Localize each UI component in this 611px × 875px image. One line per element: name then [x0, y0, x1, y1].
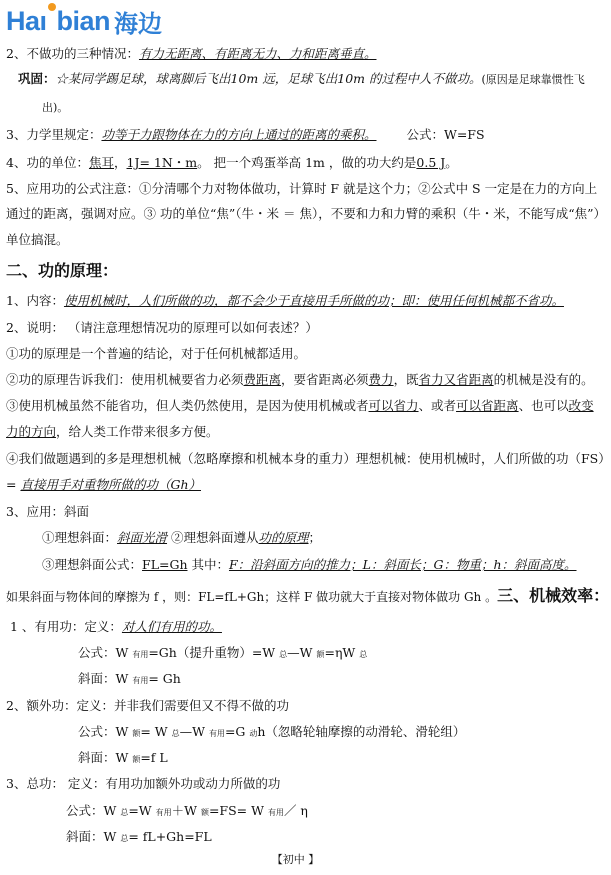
text: h（忽略轮轴摩擦的动滑轮、滑轮组）	[257, 724, 466, 739]
subscript: 有用	[267, 808, 284, 817]
subscript: 额	[132, 729, 141, 738]
text: =	[6, 477, 21, 492]
text: ①功的原理是一个普遍的结论，对于任何机械都适用。	[6, 346, 307, 361]
subscript: 总	[171, 729, 180, 738]
text: ，要省距离必须	[281, 372, 369, 387]
label-consolidate: 巩固：	[18, 71, 56, 86]
underlined-answer: F：沿斜面方向的推力；L：斜面长；G：物重；h：斜面高度。	[228, 557, 577, 572]
text: =W	[128, 803, 156, 818]
subscript: 有用	[132, 650, 149, 659]
text: ④我们做题遇到的多是理想机械（忽略摩擦和机械本身的重力）理想机械：使用机械时，人们所做的功（FS）	[6, 451, 611, 466]
underlined-answer: 费力	[368, 372, 394, 387]
text: 公式：W	[78, 724, 133, 739]
text: ／ η	[283, 803, 308, 818]
page-footer	[0, 851, 591, 867]
text: 。 把一个鸡蛋举高 1m ，做的功大约是	[197, 155, 417, 170]
text: —W	[287, 645, 317, 660]
text: ＋W	[171, 803, 201, 818]
footer-text: 【初中 】	[271, 853, 320, 866]
text: 公式：W	[66, 803, 121, 818]
haibian-logo	[6, 4, 162, 38]
underlined-answer: 改变	[568, 398, 594, 413]
text: 2、说明： （请注意理想情况功的原理可以如何表述？）	[6, 320, 318, 335]
text: ，给人类工作带来很多方便。	[56, 424, 219, 439]
text: 斜面：W	[78, 671, 133, 686]
line-28	[6, 776, 280, 791]
text: =FS= W	[208, 803, 268, 818]
text: 3、总功： 定义：有用功加额外功或动力所做的功	[6, 776, 281, 791]
line-8	[6, 232, 69, 247]
line-11	[6, 320, 318, 335]
text: 公式：W=FS	[406, 127, 485, 142]
underlined-answer: 力的方向	[6, 424, 57, 439]
text: ③使用机械虽然不能省功，但人类仍然使用，是因为使用机械或者	[6, 398, 369, 413]
underlined-answer: 可以省距离	[456, 398, 519, 413]
line-4	[6, 127, 485, 142]
text: (原因是足球靠惯性飞	[481, 73, 585, 86]
logo-chinese: 海边	[114, 9, 163, 38]
line-13	[6, 372, 594, 387]
logo-orange-dot	[48, 3, 56, 11]
logo-i: ı	[39, 5, 47, 36]
text: 5、应用功的公式注意：①分清哪个力对物体做功，计算时 F 就是这个力；②公式中 S 一定是在力的方向上	[6, 181, 598, 196]
subscript: 有用	[132, 676, 149, 685]
subscript: 额	[200, 808, 209, 817]
text: = Gh	[148, 671, 181, 686]
text: 1 、有用功：定义：	[10, 619, 122, 634]
text: 公式：W	[78, 645, 133, 660]
line-21	[6, 587, 609, 606]
text: 4、功的单位：	[6, 155, 89, 170]
logo-latin-start: Ha	[6, 5, 40, 36]
text: 的机械是没有的。	[493, 372, 594, 387]
text: 其中：	[187, 557, 229, 572]
text: ①理想斜面：	[42, 530, 118, 545]
text: —W	[179, 724, 209, 739]
logo-latin-end: bian	[56, 5, 111, 36]
text: ②功的原理告诉我们：使用机械要省力必须	[6, 372, 244, 387]
underlined-answer: 对人们有用的功。	[121, 619, 222, 634]
line-27	[78, 750, 168, 767]
text: ，既	[393, 372, 419, 387]
line-26	[78, 724, 465, 741]
line-1	[6, 46, 376, 61]
section-heading-2	[6, 261, 118, 281]
line-29	[66, 803, 308, 820]
line-15	[6, 424, 219, 439]
text: ②理想斜面遵从	[167, 530, 259, 545]
line-24	[78, 671, 181, 688]
text: =G	[224, 724, 250, 739]
text: ③理想斜面公式：	[42, 557, 143, 572]
line-22	[10, 619, 222, 634]
text: 出)。	[42, 101, 69, 114]
text: 3、应用：斜面	[6, 504, 89, 519]
subscript: 总	[279, 650, 288, 659]
subscript: 有用	[208, 729, 225, 738]
line-3	[42, 99, 68, 115]
text: 单位搞混。	[6, 232, 69, 247]
line-30	[66, 829, 212, 846]
text: 。	[445, 155, 458, 170]
text: 通过的距离，强调对应。③ 功的单位“焦”（牛・米 ＝ 焦），不要和力和力臂的乘积（牛・米，不能写成“焦”）	[6, 206, 606, 221]
line-25	[6, 698, 289, 713]
underlined-answer: 功等于力跟物体在力的方向上通过的距离的乘积。	[101, 127, 377, 142]
underlined-answer: 焦耳	[88, 155, 114, 170]
line-10	[6, 293, 564, 308]
line-6	[6, 181, 597, 196]
underlined-answer: 功的原理	[258, 530, 309, 545]
subscript: 动	[249, 729, 258, 738]
subscript: 总	[120, 808, 129, 817]
text: 、也可以	[518, 398, 569, 413]
underlined-answer: 有力无距离、有距离无力、力和距离垂直。	[138, 46, 377, 61]
text: =Gh（提升重物）=W	[148, 645, 280, 660]
section-heading-3: 三、机械效率：	[497, 586, 610, 605]
line-19	[42, 530, 321, 545]
text: 2、额外功：定义：并非我们需要但又不得不做的功	[6, 698, 289, 713]
subscript: 有用	[155, 808, 172, 817]
text: 3、力学里规定：	[6, 127, 102, 142]
underlined-answer: 省力又省距离	[418, 372, 494, 387]
line-23	[78, 645, 367, 662]
heading-text: 二、功的原理：	[6, 261, 119, 280]
underlined-answer: FL=Gh	[142, 557, 188, 572]
text: =f L	[140, 750, 168, 765]
underlined-answer: 费距离	[243, 372, 282, 387]
line-12	[6, 346, 306, 361]
text: ；	[308, 530, 322, 545]
text: = fL+Gh=FL	[128, 829, 212, 844]
line-2	[18, 71, 585, 87]
line-5	[6, 155, 458, 170]
underlined-answer: 使用机械时，人们所做的功，都不会少于直接用手所做的功；即：使用任何机械都不省功。	[63, 293, 564, 308]
text: 1、内容：	[6, 293, 64, 308]
underlined-answer: 斜面光滑	[117, 530, 168, 545]
line-17	[6, 477, 201, 492]
text: ，	[113, 155, 127, 170]
subscript: 总	[120, 834, 129, 843]
text: 2、不做功的三种情况：	[6, 46, 139, 61]
text: 斜面：W	[66, 829, 121, 844]
subscript: 额	[316, 650, 325, 659]
underlined-answer: 直接用手对重物所做的功（Gh）	[20, 477, 201, 492]
underlined-answer: 0.5 J	[416, 155, 446, 170]
subscript: 总	[359, 650, 368, 659]
text: =ηW	[324, 645, 360, 660]
line-16	[6, 451, 611, 466]
text: 、或者	[418, 398, 457, 413]
text: 如果斜面与物体间的摩擦为 f ，则：FL=fL+Gh；这样 F 做功就大于直接对物体做功 Gh 。	[6, 590, 498, 604]
line-20	[42, 557, 577, 572]
text: = W	[140, 724, 172, 739]
line-18	[6, 504, 89, 519]
subscript: 额	[132, 755, 141, 764]
underlined-answer: 可以省力	[368, 398, 419, 413]
line-7	[6, 206, 606, 221]
underlined-answer: 1J= 1N・m	[126, 155, 198, 170]
example-text: ☆某同学踢足球，球离脚后飞出10m 远，足球飞出10m 的过程中人不做功。	[55, 71, 482, 86]
line-14	[6, 398, 594, 413]
text: 斜面：W	[78, 750, 133, 765]
